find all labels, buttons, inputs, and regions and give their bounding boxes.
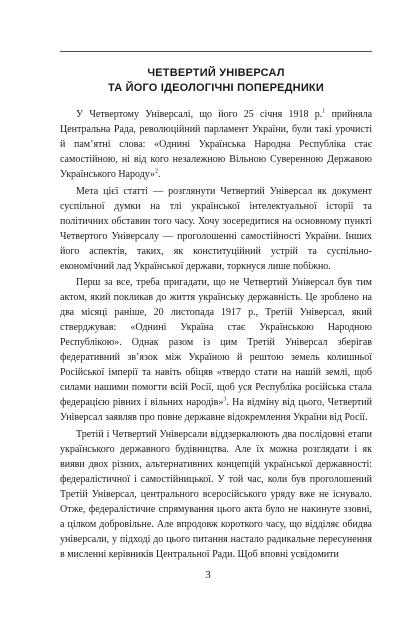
paragraph-text: прийняла Центральна Рада, революційний парламент України, були такі урочисті й пам’ятні слова: «Однині Українська Народна Республіка стає самостійною, ні від кого незалежною Вільною Суверенною Державою Українського Народу»	[60, 109, 373, 180]
page-number: 3	[205, 569, 211, 581]
footnote-ref: 3	[223, 396, 227, 403]
paragraph-text: У Четвертому Універсалі, що його 25 січня 1918 р.	[76, 109, 323, 120]
paragraph-text: . На відміну від цього, Четвертий Універсал заявляв про повне державне відокремлення України від Росії.	[60, 397, 372, 424]
paragraph-text: Третій і Четвертий Універсали віддзеркалюють два послідовні етапи українського державного будівництва. Але їх можна розглядати і як вияви двох різних, альтернативних концепцій української державності: федералістичної і самостійницької. У той час, коли був проголошений Третій Універсал, центрального всеросійського уряду вже не існувало. Отже, федералістичне спрямування цього акта було не накинуте ззовні, а цілком добровільне. Але впродовж короткого часу, що відділяє обидва універсали, у підході до цього питання настало радикальне пересунення в мисленні керівників Центральної Ради. Щоб вповні усвідомити	[60, 429, 372, 560]
paragraph-text: .	[158, 168, 161, 180]
paragraph-text: Перш за все, треба пригадати, що не Четвертий Універсал був тим актом, який покликав до життя українську державність. Це зроблено на два місяці раніше, 20 листопада 1917 р., Третій Універсал, який стверджував: «Однині Україна стає Українською Народною Республікою». Однак разом із цим Третій Універсал зберігав федеративний зв’язок між Україною й рештою земель колишньої Російської імперії та навіть обіцяв «твердо стати на нашій землі, щоб силами нашими помогти всій Росії, щоб уся Республіка російська стала федерацією рівних і вільних народів»	[60, 277, 372, 409]
article-body	[60, 108, 372, 565]
paragraph-text: Мета цієї статті — розглянути Четвертий Універсал як документ суспільної думки на тлі української інтелектуальної історії та політичних обставин того часу. Хочу зосередитися на основному пункті Четвертого Універсалу — проголошенні самостійності України. Інших його аспектів, таких, як конституційний устрій та суспільно-економічний лад Української держави, торкнуся лише побіжно.	[60, 185, 372, 272]
page-title	[60, 66, 372, 96]
footnote-ref: 1	[322, 108, 326, 115]
paragraph-4	[60, 428, 372, 563]
title-line-1: ЧЕТВЕРТИЙ УНІВЕРСАЛ	[147, 67, 285, 79]
header-rule	[60, 51, 372, 52]
paragraph-1	[60, 108, 372, 183]
paragraph-2	[60, 185, 372, 275]
footnote-ref: 2	[155, 168, 159, 175]
title-line-2: ТА ЙОГО ІДЕОЛОГІЧНІ ПОПЕРЕДНИКИ	[108, 82, 324, 94]
paragraph-3	[60, 276, 372, 426]
